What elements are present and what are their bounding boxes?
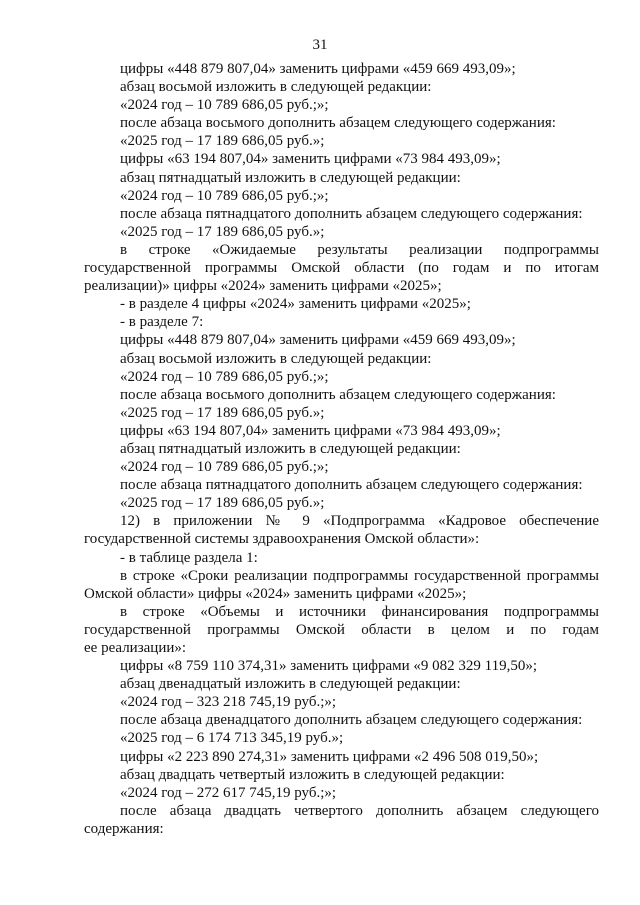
text-line: «2025 год – 17 189 686,05 руб.»;: [120, 133, 325, 150]
page-number: 31: [312, 37, 328, 53]
text-line: государственной системы здравоохранения Омской области»:: [84, 531, 480, 548]
text-line: государственной программы Омской области в целом и по годам: [84, 621, 599, 638]
text-line: «2024 год – 10 789 686,05 руб.;»;: [120, 187, 329, 204]
text-line: ее реализации»:: [84, 640, 187, 656]
text-line: цифры «448 879 807,04» заменить цифрами «459 669 493,09»;: [120, 332, 516, 349]
text-line: Омской области» цифры «2024» заменить цифрами «2025»;: [84, 585, 467, 602]
text-line: после абзаца двадцать четвертого дополнить абзацем следующего: [120, 802, 599, 819]
text-line: абзац пятнадцатый изложить в следующей редакции:: [120, 440, 461, 457]
text-line: после абзаца пятнадцатого дополнить абзацем следующего содержания:: [120, 205, 583, 222]
text-line: после абзаца восьмого дополнить абзацем следующего содержания:: [120, 115, 556, 132]
text-line: «2024 год – 272 617 745,19 руб.;»;: [120, 784, 337, 801]
text-line: цифры «63 194 807,04» заменить цифрами «73 984 493,09»;: [120, 422, 501, 439]
text-line: «2025 год – 17 189 686,05 руб.»;: [120, 404, 325, 421]
text-line: абзац двадцать четвертый изложить в следующей редакции:: [120, 766, 505, 783]
text-line: - в разделе 7:: [120, 314, 204, 331]
text-line: абзац двенадцатый изложить в следующей редакции:: [120, 676, 461, 693]
text-line: цифры «8 759 110 374,31» заменить цифрами «9 082 329 119,50»;: [120, 658, 538, 675]
text-line: в строке «Объемы и источники финансирования подпрограммы: [120, 603, 599, 620]
text-line: «2024 год – 10 789 686,05 руб.;»;: [120, 368, 329, 385]
text-line: абзац пятнадцатый изложить в следующей редакции:: [120, 169, 461, 186]
text-line: - в разделе 4 цифры «2024» заменить цифрами «2025»;: [120, 296, 471, 313]
text-line: «2025 год – 17 189 686,05 руб.»;: [120, 223, 325, 240]
text-line: после абзаца двенадцатого дополнить абзацем следующего содержания:: [120, 712, 583, 729]
text-line: в строке «Сроки реализации подпрограммы государственной программы: [120, 567, 599, 584]
text-line: «2024 год – 10 789 686,05 руб.;»;: [120, 97, 329, 114]
text-line: «2025 год – 17 189 686,05 руб.»;: [120, 495, 325, 512]
text-line: «2024 год – 323 218 745,19 руб.;»;: [120, 694, 337, 711]
text-line: абзац восьмой изложить в следующей редакции:: [120, 350, 432, 367]
text-line: цифры «2 223 890 274,31» заменить цифрами «2 496 508 019,50»;: [120, 748, 539, 765]
text-line: после абзаца восьмого дополнить абзацем следующего содержания:: [120, 386, 556, 403]
text-line: содержания:: [84, 820, 164, 837]
text-line: 12) в приложении № 9 «Подпрограмма «Кадровое обеспечение: [120, 513, 599, 530]
text-line: в строке «Ожидаемые результаты реализации подпрограммы: [120, 241, 599, 258]
text-line: «2025 год – 6 174 713 345,19 руб.»;: [120, 730, 344, 747]
text-line: цифры «448 879 807,04» заменить цифрами «459 669 493,09»;: [120, 61, 516, 77]
text-line: - в таблице раздела 1:: [120, 549, 258, 566]
text-line: государственной программы Омской области (по годам и по итогам: [84, 260, 599, 277]
text-line: «2024 год – 10 789 686,05 руб.;»;: [120, 459, 329, 476]
text-line: после абзаца пятнадцатого дополнить абзацем следующего содержания:: [120, 477, 583, 494]
text-line: цифры «63 194 807,04» заменить цифрами «73 984 493,09»;: [120, 151, 501, 168]
text-line: абзац восьмой изложить в следующей редакции:: [120, 79, 432, 96]
text-line: реализации)» цифры «2024» заменить цифрами «2025»;: [84, 278, 442, 295]
document-body: [84, 60, 599, 838]
